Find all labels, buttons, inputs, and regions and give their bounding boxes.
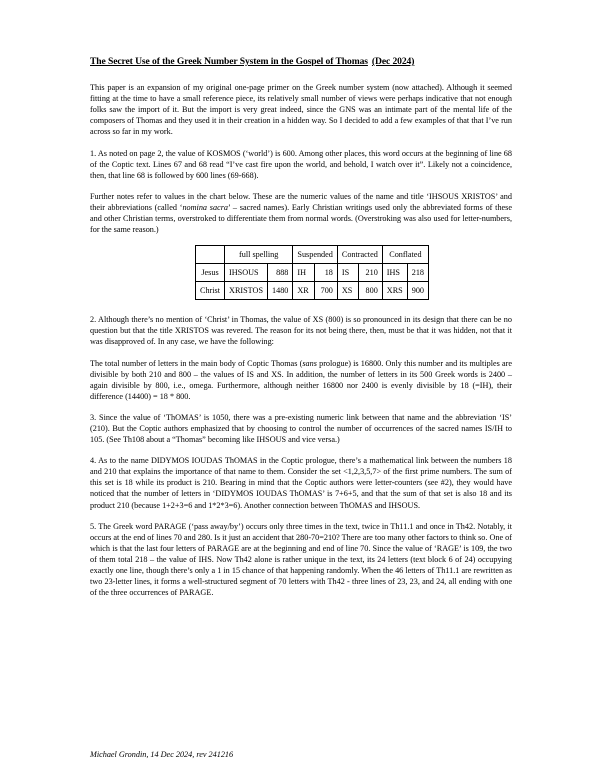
conflated-value-cell: 900	[407, 282, 428, 300]
further-notes-paragraph	[90, 191, 512, 235]
suspended-cell: XR	[293, 282, 315, 300]
intro-paragraph: This paper is an expansion of my original one-page primer on the Greek number system (now attached). Although it seemed fitting at the time to have a small reference piece, its relatively small number of views were perhaps indicative that not enough folks saw the import of it. But the import is very great indeed, since the GNS was an intimate part of the mental life of the composers of Thomas and they used it in their creation in a hidden way. So I decided to add a few examples of that that I’ve run across so far in my work.	[90, 83, 512, 137]
contracted-value-cell: 210	[359, 264, 382, 282]
title-date: (Dec 2024)	[371, 56, 415, 67]
table-header-row	[196, 246, 429, 264]
author-footer: Michael Grondin, 14 Dec 2024, rev 241216	[90, 750, 234, 759]
letter-count-text-2: prologue) is 16800. Only this number and its multiples are divisible by both 210 and 800 – the values of IS and XS. In addition, the number of letters in its 500 Greek words is 2400 – again divisible by 800, i.e., omega. Furthermore, although neither 16800 nor 2400 is evenly divisible by 18 (=IH), their difference (14400) = 18 * 800.	[90, 358, 512, 401]
contracted-cell: IS	[337, 264, 358, 282]
nomina-sacra-term: nomina sacra	[182, 202, 228, 212]
header-contracted: Contracted	[337, 246, 382, 264]
suspended-value-cell: 700	[315, 282, 338, 300]
row-label: Jesus	[196, 264, 225, 282]
contracted-cell: XS	[337, 282, 358, 300]
point-4-paragraph: 4. As to the name DIDYMOS IOUDAS ThOMAS in the Coptic prologue, there’s a mathematical link between the numbers 18 and 210 that explains the importance of that name to them. Consider the set <1,2,3,5,7> of the first prime numbers. The sum of this set is 18 while its product is 210. Bearing in mind that the Coptic authors were letter-counters (see #2), they would have noticed that the number of letters in ‘DIDYMOS IOUDAS ThOMAS’ is 7+6+5, and that the sum of that set is also 18 and its product 210 (because 1+2+3=6 and 1*2*3=6). Another connection between ThOMAS and IHSOUS.	[90, 456, 512, 510]
table-row-christ	[196, 282, 429, 300]
name-values-table	[195, 245, 429, 300]
conflated-cell: IHS	[382, 264, 407, 282]
table-row-jesus	[196, 264, 429, 282]
further-notes-text-2: ’ – sacred names). Early Christian writings used only the abbreviated forms of these and other Christian terms, overstroked to differentiate them from normal words. (Overstroking was also used for letter-numbers, for the same reason.)	[90, 202, 512, 235]
header-full-spelling: full spelling	[225, 246, 293, 264]
further-notes-text-1: Further notes refer to values in the chart below. These are the numeric values of the name and title ‘IHSOUS XRISTOS’ and their abbreviations (called ‘	[90, 191, 512, 212]
conflated-value-cell: 218	[407, 264, 428, 282]
header-suspended: Suspended	[293, 246, 337, 264]
full-value-cell: 1480	[268, 282, 293, 300]
point-2-paragraph: 2. Although there’s no mention of ‘Christ’ in Thomas, the value of XS (800) is so pronounced in its design that there can be no question but that the title XRISTOS was revered. The reason for its not being there, then, must be that it was hidden, not that it was disapproved of. In any case, we have the following:	[90, 315, 512, 347]
table-corner-cell	[196, 246, 225, 264]
suspended-cell: IH	[293, 264, 315, 282]
suspended-value-cell: 18	[315, 264, 338, 282]
document-title	[90, 56, 512, 67]
point-3-paragraph: 3. Since the value of ‘ThOMAS’ is 1050, there was a pre-existing numeric link between that name and the abbreviation ‘IS’ (210). But the Coptic authors emphasized that by choosing to control the number of occurrences of the sacred names IS/IH to 105. (See Th108 about a “Thomas” becoming like IHSOUS and vice versa.)	[90, 412, 512, 445]
letter-count-paragraph	[90, 358, 512, 402]
row-label: Christ	[196, 282, 225, 300]
full-spelling-cell: XRISTOS	[225, 282, 268, 300]
contracted-value-cell: 800	[359, 282, 382, 300]
point-1-paragraph: 1. As noted on page 2, the value of KOSMOS (‘world’) is 600. Among other places, this word occurs at the beginning of line 68 of the Coptic text. Lines 67 and 68 read “I’ve cast fire upon the world, and behold, I watch over it”. Likely not a coincidence, then, that line 68 is followed by 600 lines (69-668).	[90, 148, 512, 180]
full-spelling-cell: IHSOUS	[225, 264, 268, 282]
sans-term: sans	[302, 358, 317, 368]
conflated-cell: XRS	[382, 282, 407, 300]
title-text: The Secret Use of the Greek Number System in the Gospel of Thomas	[90, 56, 368, 67]
full-value-cell: 888	[268, 264, 293, 282]
letter-count-text-1: The total number of letters in the main body of Coptic Thomas (	[90, 358, 303, 368]
point-5-paragraph: 5. The Greek word PARAGE (‘pass away/by’) occurs only three times in the text, twice in Th11.1 and once in Th42. Notably, it occurs at the end of lines 70 and 280. Is it just an accident that 280-70=210? There are too many other factors to think so. One of which is that the last four letters of PARAGE are at the beginning and end of line 70. Since the value of ‘RAGE’ is 109, the two of them total 218 – the value of IHS. Now Th42 alone is rather unique in the text, its 24 letters (text block 6 of 24) occupying exactly one line, though there’s only a 1 in 15 chance of that happening randomly. When the 46 letters of Th11.1 are rewritten as two 23-letter lines, it forms a well-structured segment of 70 letters with Th42 - three lines of 23, 23, and 24, all ending with one of the three occurrences of PARAGE.	[90, 521, 512, 598]
header-conflated: Conflated	[382, 246, 428, 264]
